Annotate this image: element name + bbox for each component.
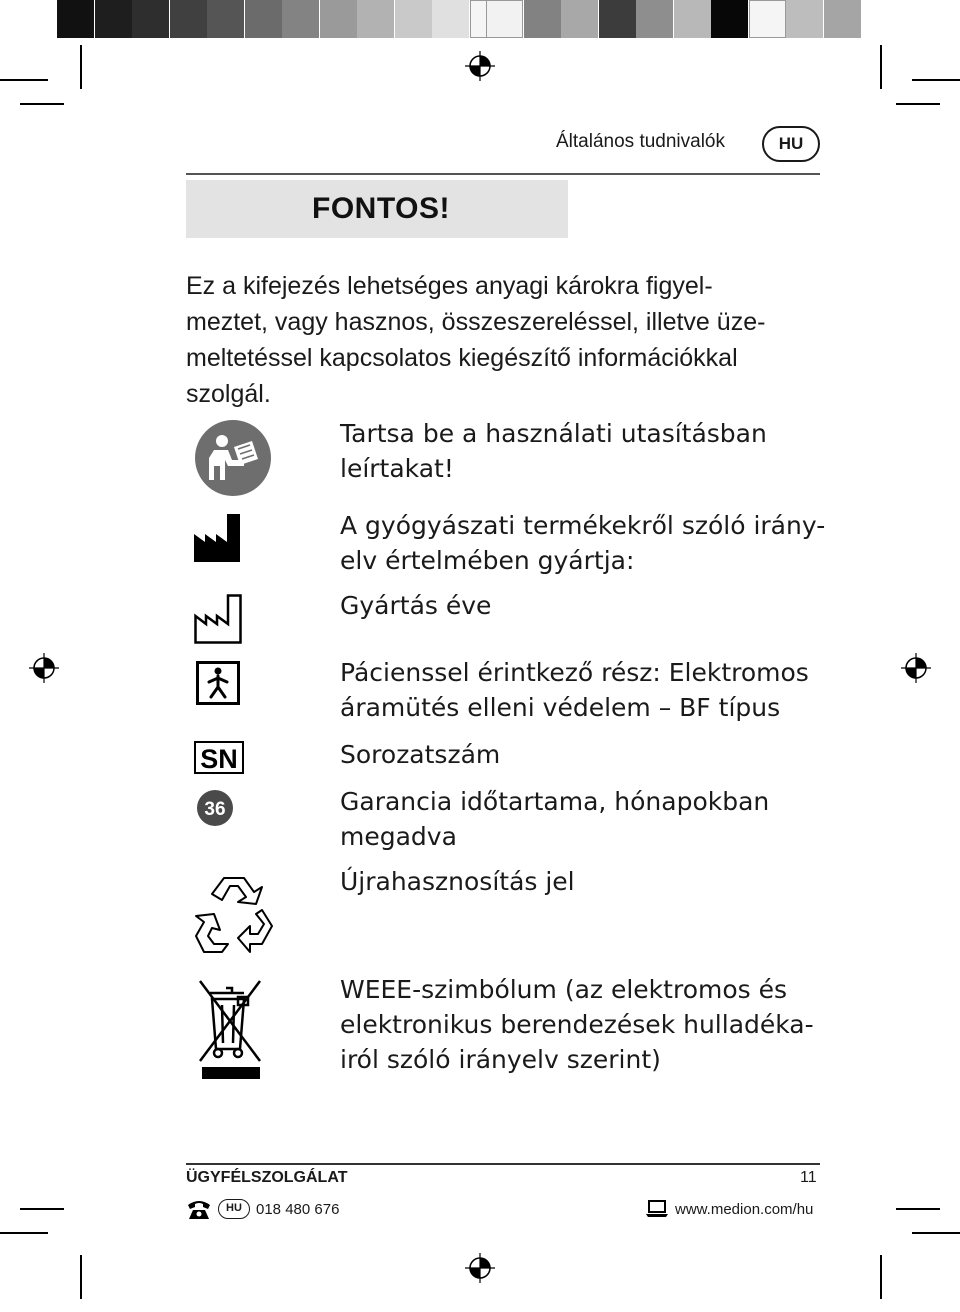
footer-language-badge: HU: [218, 1199, 250, 1219]
color-swatch: [524, 0, 561, 38]
color-swatch: [486, 0, 523, 38]
section-title: Általános tudnivalók: [556, 131, 725, 152]
symbol-description: [340, 784, 820, 854]
serial-number-icon: [194, 741, 244, 774]
header-divider: [186, 173, 820, 175]
registration-mark-right-icon: [901, 653, 931, 683]
color-swatch: [432, 0, 469, 38]
notice-text-line: szolgál.: [186, 380, 271, 408]
symbol-description-line: áramütés elleni védelem – BF típus: [340, 693, 781, 722]
color-swatch: [599, 0, 636, 38]
footer-divider: [186, 1163, 820, 1165]
registration-mark-left-icon: [29, 653, 59, 683]
notice-text-line: meltetéssel kapcsolatos kiegészítő információkkal: [186, 344, 738, 372]
symbol-description: [340, 972, 820, 1077]
crop-mark: [0, 79, 48, 81]
symbol-description-line: WEEE-szimbólum (az elektromos és: [340, 975, 788, 1004]
color-swatch: [636, 0, 673, 38]
registration-mark-top-icon: [465, 51, 495, 81]
crop-mark: [912, 79, 960, 81]
color-swatch: [132, 0, 169, 38]
weee-crossed-bin-icon: [196, 975, 264, 1081]
symbol-description: [340, 588, 820, 623]
color-swatch: [749, 0, 786, 38]
phone-icon: [186, 1198, 212, 1220]
manufacture-date-icon: [194, 594, 242, 644]
color-swatch: [674, 0, 711, 38]
color-swatch: [207, 0, 244, 38]
symbol-description-line: Újrahasznosítás jel: [340, 867, 575, 896]
notice-text-line: meztet, vagy hasznos, összeszereléssel, illetve üze-: [186, 308, 766, 336]
symbol-description-line: Pácienssel érintkező rész: Elektromos: [340, 658, 809, 687]
crop-mark: [896, 103, 940, 105]
color-calibration-bar-left: [57, 0, 507, 40]
symbol-description: [340, 416, 820, 486]
crop-mark: [80, 1255, 82, 1299]
notice-title: FONTOS!: [312, 192, 450, 225]
page-number: 11: [800, 1169, 817, 1186]
symbol-description-line: Gyártás éve: [340, 591, 492, 620]
website-link[interactable]: www.medion.com/hu: [675, 1200, 814, 1218]
color-swatch: [282, 0, 319, 38]
crop-mark: [80, 45, 82, 89]
color-swatch: [245, 0, 282, 38]
color-swatch: [561, 0, 598, 38]
symbol-description-line: Garancia időtartama, hónapokban: [340, 787, 770, 816]
laptop-icon: [645, 1199, 669, 1219]
symbol-description: [340, 737, 820, 772]
crop-mark: [20, 1208, 64, 1210]
manufacturer-icon: [194, 512, 242, 562]
registration-mark-bottom-icon: [465, 1253, 495, 1283]
symbol-description-line: Sorozatszám: [340, 740, 501, 769]
crop-mark: [0, 1232, 48, 1234]
crop-mark: [912, 1232, 960, 1234]
color-swatch: [786, 0, 823, 38]
serial-number-icon-text: SN: [200, 744, 238, 774]
color-swatch: [357, 0, 394, 38]
color-swatch: [395, 0, 432, 38]
symbol-description-line: A gyógyászati termékekről szóló irány-: [340, 511, 826, 540]
warranty-36-icon-text: 36: [204, 799, 226, 820]
phone-number: 018 480 676: [256, 1200, 340, 1218]
footer-label: ÜGYFÉLSZOLGÁLAT: [186, 1169, 348, 1186]
color-swatch: [824, 0, 861, 38]
crop-mark: [896, 1208, 940, 1210]
symbol-description-line: leírtakat!: [340, 454, 454, 483]
symbol-description: [340, 508, 826, 578]
bf-type-applied-part-icon: [196, 661, 240, 705]
symbol-description: [340, 864, 820, 899]
recycling-icon: [192, 870, 286, 960]
color-swatch: [170, 0, 207, 38]
symbol-description-line: megadva: [340, 822, 457, 851]
notice-text: [186, 268, 826, 412]
symbol-description-line: elektronikus berendezések hulladéka-: [340, 1010, 814, 1039]
color-swatch: [320, 0, 357, 38]
symbol-description-line: elv értelmében gyártja:: [340, 546, 635, 575]
read-manual-icon: [194, 419, 272, 497]
language-badge: HU: [762, 126, 820, 162]
warranty-36-icon: [196, 789, 234, 827]
color-swatch: [57, 0, 94, 38]
notice-text-line: Ez a kifejezés lehetséges anyagi károkra figyel-: [186, 272, 713, 300]
color-swatch: [95, 0, 132, 38]
phone-row: [186, 1197, 339, 1221]
symbol-description: [340, 655, 820, 725]
color-calibration-bar-right: [486, 0, 861, 40]
crop-mark: [880, 45, 882, 89]
symbol-description-line: iról szóló irányelv szerint): [340, 1045, 661, 1074]
crop-mark: [20, 103, 64, 105]
website-row: [645, 1197, 813, 1221]
color-swatch: [711, 0, 748, 38]
symbol-description-line: Tartsa be a használati utasításban: [340, 419, 767, 448]
crop-mark: [880, 1255, 882, 1299]
